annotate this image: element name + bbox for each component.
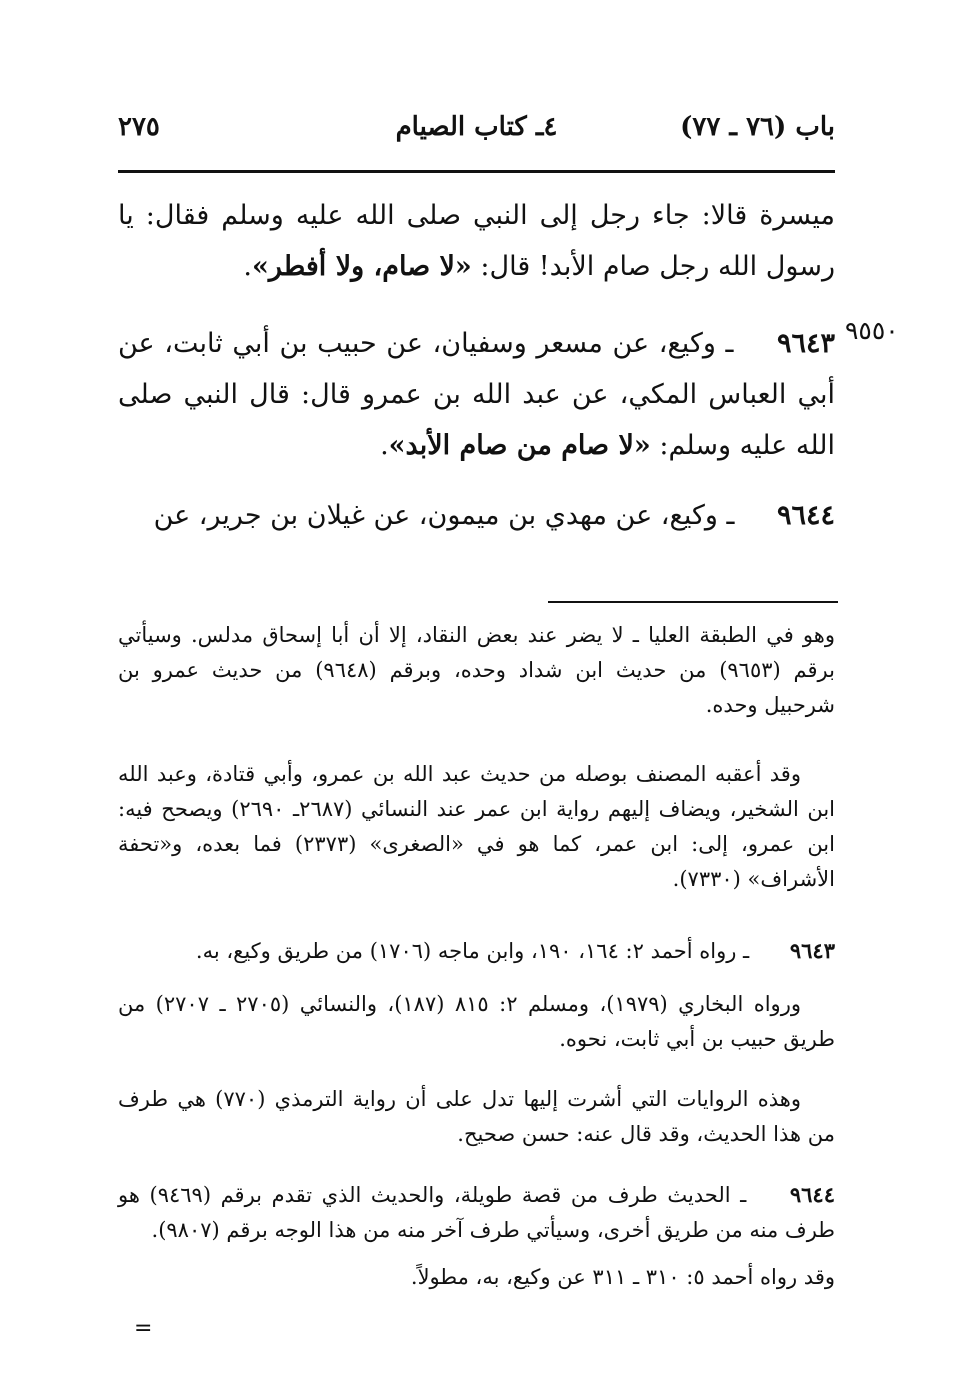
hadith-end: . (380, 430, 389, 461)
hadith-text: ـ وكيع، عن مهدي بن ميمون، عن غيلان بن جرير، عن (153, 500, 743, 531)
hadith-quote: «لا صام من صام الأبد» (388, 430, 651, 461)
page-number: ٢٧٥ (118, 112, 160, 142)
chapter-reference: باب (٧٦ ـ ٧٧) (680, 112, 835, 142)
footnote-number: ٩٦٤٣ (789, 938, 835, 963)
header-rule (118, 170, 835, 173)
footnote-number: ٩٦٤٤ (789, 1182, 835, 1207)
footnote-paragraph: ورواه البخاري (١٩٧٩)، ومسلم ٢: ٨١٥ (١٨٧)، والنسائي (٢٧٠٥ ـ ٢٧٠٧) من طريق حبيب بن أبي ثابت، نحوه. (118, 992, 835, 1051)
footnote-9644: ٩٦٤٤ ـ الحديث طرف من قصة طويلة، والحديث الذي تقدم برقم (٩٤٦٩) هو طرف منه من طريق أخرى، وسيأتي طرف آخر منه من هذا الوجه برقم (٩٨٠٧). (118, 1182, 835, 1242)
book-title: ٤ـ كتاب الصيام (395, 112, 558, 142)
hadith-text: ـ وكيع، عن مسعر وسفيان، عن حبيب بن أبي ثابت، عن أبي العباس المكي، عن عبد الله بن عمرو قال: قال النبي صلى الله عليه وسلم: (118, 328, 835, 461)
para1-text: ميسرة قالا: جاء رجل إلى النبي صلى الله عليه وسلم فقال: يا رسول الله رجل صام الأبد! قال: (118, 200, 835, 282)
footnote-paragraph: وقد رواه أحمد ٥: ٣١٠ ـ ٣١١ عن وكيع، به، مطولاً. (410, 1265, 835, 1289)
continuation-mark: = (134, 1316, 153, 1341)
footnote-paragraph: وقد أعقبه المصنف بوصله من حديث عبد الله بن عمرو، وأبي قتادة، وعبد الله ابن الشخير، ويضاف إليهم رواية ابن عمر عند النسائي (٢٦٨٧ـ ٢٦٩٠) ويصحح فيه: ابن عمرو، إلى: ابن عمر، كما هو في «الصغرى» (٢٣٧٣) فما بعده، و«تحفة الأشراف» (٧٣٣٠). (118, 762, 836, 891)
hadith-9644 (118, 490, 835, 541)
hadith-number: ٩٦٤٣ (776, 328, 835, 359)
running-header (118, 112, 835, 156)
footnote-paragraph: وهو في الطبقة العليا ـ لا يضر عند بعض النقاد، إلا أن أبا إسحاق مدلس. وسيأتي برقم (٩٦٥٣) من حديث ابن شداد وحده، وبرقم (٩٦٤٨) من حديث عمرو بن شرحبيل وحده. (118, 623, 835, 717)
hadith-number: ٩٦٤٤ (776, 500, 835, 531)
para1-end: . (243, 251, 252, 282)
hadith-9643 (118, 318, 835, 471)
footnote-separator (548, 601, 838, 603)
para1-quote: «لا صام، ولا أفطر» (251, 251, 472, 282)
footnote-9643: ٩٦٤٣ ـ رواه أحمد ٢: ١٦٤، ١٩٠، وابن ماجه (١٧٠٦) من طريق وكيع، به. (195, 938, 835, 963)
margin-number: ٩٥٥٠ (845, 316, 899, 345)
continued-paragraph (118, 190, 835, 292)
footnote-paragraph: وهذه الروايات التي أشرت إليها تدل على أن رواية الترمذي (٧٧٠) هي طرف من هذا الحديث، وقد قال عنه: حسن صحيح. (118, 1087, 835, 1146)
